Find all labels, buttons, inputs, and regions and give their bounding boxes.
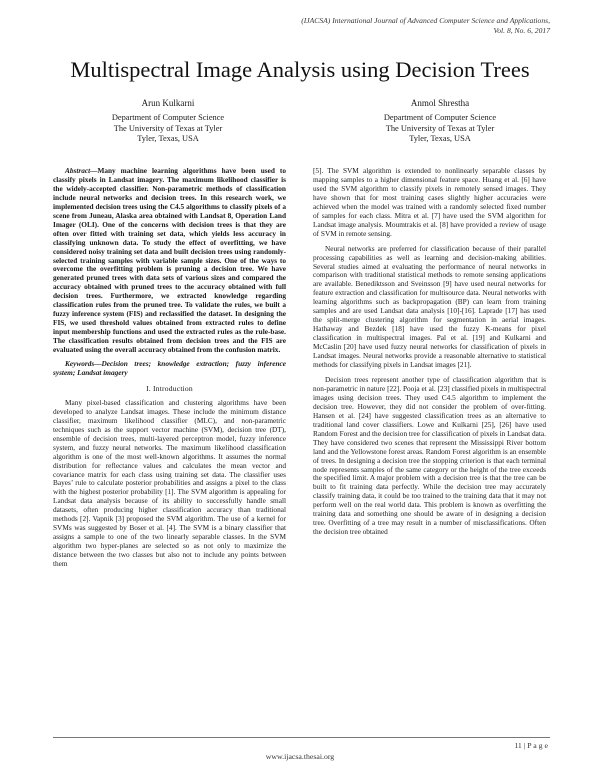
left-column [53,167,286,569]
author-name: Arun Kulkarni [141,98,195,108]
author-location: Tyler, Texas, USA [137,134,199,144]
author-location: Tyler, Texas, USA [409,134,471,144]
author-block [48,98,288,145]
body-paragraph: Neural networks are preferred for classification because of their parallel processing capabilities as well as learning and decision-making abilities. Several studies aimed at evaluating the performance of neural networks in comparison with traditional statistical methods to remote sensing applications are available. Benediktsson and Sveinsson [9] have used neural networks for feature extraction and classification for multisource data. Neural networks with learning algorithms such as backpropagation (BP) can learn from training samples and are used Landsat data analysis [10]-[16]. Laprade [17] has used the split-merge clustering algorithm for segmentation in aerial images. Hathaway and Bezdek [18] have used the fuzzy K-means for pixel classification in multispectral images. Pal et al. [19] and Kulkarni and McCaslin [20] have used fuzzy neural networks for classification of pixels in Landsat images. Neural networks provide a reasonable alternative to statistical methods for classifying pixels in Landsat images [21]. [313,243,546,370]
abstract-text: —Many machine learning algorithms have been used to classify pixels in Landsat imagery. The maximum likelihood classifier is the widely-accepted classifier. Non-parametric methods of classification include neural networks and decision trees. In this research work, we implemented decision trees using the C4.5 algorithms to classify pixels of a scene from Juneau, Alaska area obtained with Landsat 8, Operation Land Imager (OLI). One of the concerns with decision trees is that they are often over fitted with training set data, which yields less accuracy in classifying unknown data. To study the effect of overfitting, we have considered noisy training set data and built decision trees using randomly-selected training samples with variable sample sizes. One of the ways to overcome the overfitting problem is pruning a decision tree. We have generated pruned trees with data sets of various sizes and compared the accuracy obtained with pruned trees to the accuracy obtained with full decision trees. Furthermore, we extracted knowledge regarding classification rules from the pruned tree. To validate the rules, we built a fuzzy inference system (FIS) and reclassified the dataset. In designing the FIS, we used threshold values obtained from extracted rules to define input membership functions and used the extracted rules as the rule-base. The classification results obtained from decision trees and the FIS are evaluated using the overall accuracy obtained from the confusion matrix. [53,166,286,355]
author-name: Anmol Shrestha [410,98,470,108]
author-block [320,98,560,145]
footer-divider [53,737,550,738]
right-column [313,167,546,537]
author-university: The University of Texas at Tyler [385,123,495,133]
journal-volume: Vol. 8, No. 6, 2017 [493,25,550,35]
author-department: Department of Computer Science [111,112,225,122]
body-paragraph: [5]. The SVM algorithm is extended to nonlinearly separable classes by mapping samples to a higher dimensional feature space. Huang et al. [6] have used the SVM algorithm to classify pixels in remotely sensed images. They have shown that for most training cases slightly higher accuracies were achieved when the model was trained with a randomly selected fixed number of samples for each class. Mitra et al. [7] have used the SVM algorithm for Landsat image analysis. Moumtrakis et al. [8] have provided a review of usage of SVM in remote sensing. [313,166,546,238]
author-university: The University of Texas at Tyler [113,123,223,133]
section-heading: I. Introduction [146,383,193,393]
page-number: 11 | P a g e [514,741,548,750]
journal-website: www.ijacsa.thesai.org [265,752,335,761]
author-department: Department of Computer Science [383,112,497,122]
journal-header [190,16,550,35]
body-paragraph: Many pixel-based classification and clustering algorithms have been developed to analyze Landsat images. These include the minimum distance classifier, maximum likelihood classifier (MLC), and non-parametric techniques such as the support vector machine (SVM), decision tree (DT), ensemble of decision trees, multi-layered perceptron model, fuzzy inference system, and fuzzy neural networks. The maximum likelihood classification algorithm is one of the most well-known algorithms. It assumes the normal distribution for reflectance values and calculates the mean vector and covariance matrix for each class using training set data. The classifier uses Bayes’ rule to calculate posterior probabilities and assigns a pixel to the class with the highest posterior probability [1]. The SVM algorithm is appealing for Landsat data analysis because of its ability to successfully handle small datasets, often producing higher classification accuracy than traditional methods [2]. Vapnik [3] proposed the SVM algorithm. The use of a kernel for SVMs was suggested by Boser et al. [4]. The SVM is a binary classifier that assigns a sample to one of the two linearly separable classes. In the SVM algorithm two hyper-planes are selected so as not only to maximize the distance between the two classes but also not to include any points between them [53,397,286,569]
keywords: Keywords—Decision trees; knowledge extraction; fuzzy inference system; Landsat imagery [53,359,286,377]
abstract [53,167,286,355]
body-paragraph: Decision trees represent another type of classification algorithm that is non-parametric in nature [22]. Pooja et al. [23] classified pixels in multispectral images using decision trees. They used C4.5 algorithm to implement the decision tree. However, they did not consider the problem of over-fitting. Hansen et al. [24] have suggested classification trees as an alternative to traditional land cover classifiers. Lowe and Kulkarni [25], [26] have used Random Forest and the decision tree for classification of pixels in Landsat data. They have considered two scenes that represent the Mississippi River bottom land and the Yellowstone forest areas. Random Forest algorithm is an ensemble of trees. In designing a decision tree the stopping criterion is that each terminal node represents samples of the same category or the height of the tree exceeds the specified limit. A major problem with a decision tree is that the tree can be built to fit training data perfectly. While the decision tree may accurately classify training data, it could be too trained to the training data that it may not perform well on the real world data. This problem is known as overfitting the training data and something one should be aware of in designing a decision tree. Overfitting of a tree may result in a number of misclassifications. Often the decision tree obtained [313,374,546,537]
abstract-label: Abstract [65,166,91,175]
journal-name: (IJACSA) International Journal of Advanced Computer Science and Applications, [301,16,550,25]
paper-title: Multispectral Image Analysis using Decision Trees [70,57,530,82]
